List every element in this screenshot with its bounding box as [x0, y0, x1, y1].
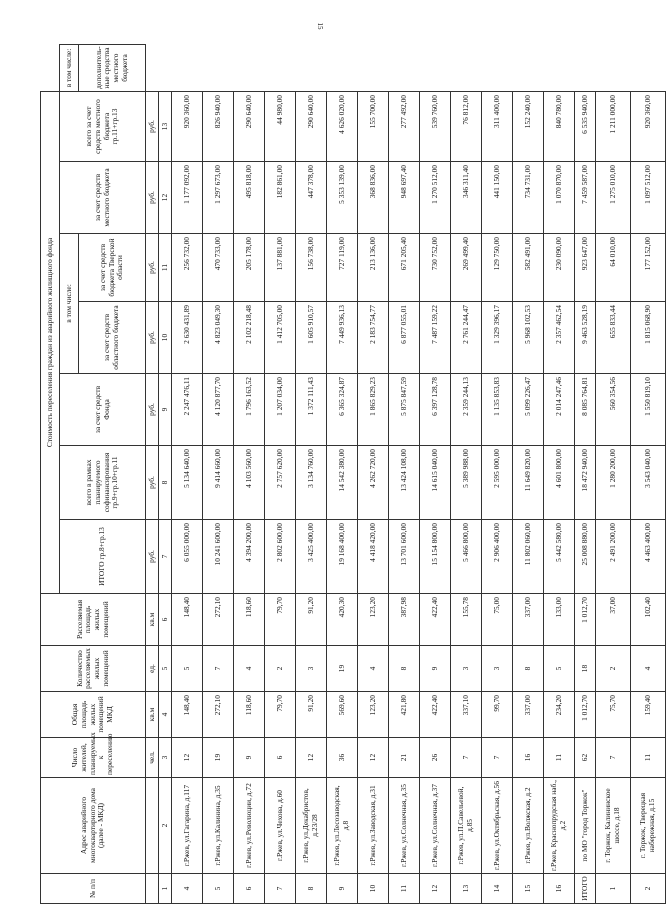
- cell-c4: 75,70: [596, 692, 631, 738]
- table-row: [544, 45, 575, 904]
- cell-c12: 734 731,00: [513, 162, 544, 234]
- cell-c12: 441 150,00: [482, 162, 513, 234]
- cell-c10: 655 833,44: [596, 302, 631, 374]
- cell-c13: 840 780,00: [544, 92, 575, 162]
- cell-c7: 13 701 600,00: [389, 520, 420, 594]
- cell-c7: 4 394 200,00: [234, 520, 265, 594]
- cell-c11: 256 732,00: [172, 234, 203, 302]
- header-address: Адрес аварийного многоквартирного дома (далее - МКД): [41, 778, 146, 874]
- cell-c10: 1 815 068,90: [631, 302, 666, 374]
- cell-addr: по МО "город Торжок": [575, 778, 596, 874]
- cell-c4: 1 012,70: [575, 692, 596, 738]
- cell-c7: 3 425 400,00: [296, 520, 327, 594]
- page-number: 15: [316, 22, 324, 30]
- cell-c3: 11: [631, 738, 666, 778]
- cell-c12: 1 070 870,00: [544, 162, 575, 234]
- cell-c10: 2 357 462,54: [544, 302, 575, 374]
- cell-addr: г. Торжок, Калининское шоссе, д.18: [596, 778, 631, 874]
- unit-cell: руб.: [146, 92, 159, 162]
- cell-c7: 2 802 600,00: [265, 520, 296, 594]
- header-cost-group: Стоимость переселения граждан из аварийного жилищного фонда: [41, 92, 60, 594]
- column-number-cell: 6: [159, 594, 172, 646]
- cell-c3: 7: [596, 738, 631, 778]
- cell-c12: 368 836,00: [358, 162, 389, 234]
- cell-c11: 727 119,00: [327, 234, 358, 302]
- cell-c5: 19: [327, 646, 358, 692]
- cell-no: 2: [631, 874, 666, 904]
- cell-c10: 7 487 159,22: [420, 302, 451, 374]
- table-row: [596, 45, 631, 904]
- table-row: [482, 45, 513, 904]
- cell-no: 11: [389, 874, 420, 904]
- cell-c8: 3 543 040,00: [631, 446, 666, 520]
- header-incl2: в том числе:: [60, 45, 79, 92]
- cell-c11: 137 881,00: [265, 234, 296, 302]
- cell-c6: 133,00: [544, 594, 575, 646]
- cell-c10: 1 605 910,57: [296, 302, 327, 374]
- table-row: [631, 45, 666, 904]
- header-relocated-area: Расселяемая площадь жилых помещений: [41, 594, 146, 646]
- cell-c4: 123,20: [358, 692, 389, 738]
- cell-c7: 5 442 580,00: [544, 520, 575, 594]
- cell-c12: 7 459 587,00: [575, 162, 596, 234]
- cell-c11: 213 136,00: [358, 234, 389, 302]
- cell-c4: 148,40: [172, 692, 203, 738]
- cell-c7: 15 154 800,00: [420, 520, 451, 594]
- cell-c5: 5: [172, 646, 203, 692]
- cell-c7: 4 418 420,00: [358, 520, 389, 594]
- cell-c9: 4 120 877,70: [203, 374, 234, 446]
- cell-c8: 4 262 720,00: [358, 446, 389, 520]
- cell-c11: 730 752,00: [420, 234, 451, 302]
- cell-c12: 447 378,00: [296, 162, 327, 234]
- header-tver: за счет средств бюджета Тверской области: [79, 234, 146, 302]
- cell-c6: 123,20: [358, 594, 389, 646]
- cell-c9: 1 865 829,23: [358, 374, 389, 446]
- cell-addr: г.Ржев, ул.Заводская, д.31: [358, 778, 389, 874]
- cell-c8: 13 424 108,00: [389, 446, 420, 520]
- cell-c12: 1 275 010,00: [596, 162, 631, 234]
- cell-no: 14: [482, 874, 513, 904]
- unit-cell: руб.: [146, 234, 159, 302]
- cell-c3: 7: [482, 738, 513, 778]
- header-incl: в том числе:: [60, 234, 79, 374]
- cell-c4: 421,80: [389, 692, 420, 738]
- unit-cell: руб.: [146, 374, 159, 446]
- cell-c5: 3: [451, 646, 482, 692]
- cell-c5: 2: [596, 646, 631, 692]
- cell-c5: 3: [296, 646, 327, 692]
- cell-c8: 4 103 560,00: [234, 446, 265, 520]
- cell-c4: 118,60: [234, 692, 265, 738]
- table-row: [451, 45, 482, 904]
- cell-addr: г.Ржев, ул.Чехова, д.60: [265, 778, 296, 874]
- cell-c3: 12: [172, 738, 203, 778]
- cell-c8: 5 389 988,00: [451, 446, 482, 520]
- rotated-page: [40, 44, 656, 904]
- column-number-cell: 12: [159, 162, 172, 234]
- cell-no: ИТОГО: [575, 874, 596, 904]
- cell-c13: 290 640,00: [234, 92, 265, 162]
- cell-c6: 148,40: [172, 594, 203, 646]
- table-row: [327, 45, 358, 904]
- cell-c4: 159,40: [631, 692, 666, 738]
- cell-no: 1: [596, 874, 631, 904]
- cell-c7: 25 008 880,00: [575, 520, 596, 594]
- header-rooms-count: Количество расселяемых жилых помещений: [41, 646, 146, 692]
- cell-no: 16: [544, 874, 575, 904]
- table-row: [389, 45, 420, 904]
- cell-c8: 5 134 640,00: [172, 446, 203, 520]
- cell-c13: 155 700,00: [358, 92, 389, 162]
- column-number-cell: 10: [159, 302, 172, 374]
- cell-c8: 18 472 940,00: [575, 446, 596, 520]
- cell-c11: 470 733,00: [203, 234, 234, 302]
- cell-c8: 11 649 820,00: [513, 446, 544, 520]
- cell-c10: 2 183 754,77: [358, 302, 389, 374]
- cell-c13: 920 360,00: [631, 92, 666, 162]
- column-number-cell: 3: [159, 738, 172, 778]
- cell-c6: 387,98: [389, 594, 420, 646]
- table-row: [172, 45, 203, 904]
- cell-c5: 7: [203, 646, 234, 692]
- units-row: [146, 45, 159, 904]
- unit-cell: руб.: [146, 520, 159, 594]
- cell-c4: 422,40: [420, 692, 451, 738]
- cell-no: 15: [513, 874, 544, 904]
- cell-c10: 2 761 244,47: [451, 302, 482, 374]
- cell-addr: г.Ржев, ул.Революции, д.72: [234, 778, 265, 874]
- cell-c10: 2 102 218,48: [234, 302, 265, 374]
- header-additional: дополнитель-ные средства местного бюджета: [79, 45, 146, 92]
- rzhev-rows: [172, 45, 596, 904]
- cell-c6: 155,78: [451, 594, 482, 646]
- torzhok-rows: [596, 45, 666, 904]
- cell-c13: 539 760,00: [420, 92, 451, 162]
- cell-c4: 569,60: [327, 692, 358, 738]
- cell-c3: 11: [544, 738, 575, 778]
- table-row: [296, 45, 327, 904]
- cell-no: 13: [451, 874, 482, 904]
- cell-no: 12: [420, 874, 451, 904]
- cell-c3: 6: [265, 738, 296, 778]
- cell-c8: 3 134 760,00: [296, 446, 327, 520]
- cell-c6: 91,20: [296, 594, 327, 646]
- header-residents: Число жителей, планируемых к переселению: [41, 738, 146, 778]
- cell-c8: 1 280 200,00: [596, 446, 631, 520]
- cell-c6: 1 012,70: [575, 594, 596, 646]
- cell-addr: г.Ржев, ул.Октябрьская, д.56: [482, 778, 513, 874]
- cell-c5: 18: [575, 646, 596, 692]
- table-row: [358, 45, 389, 904]
- total-row: [575, 45, 596, 904]
- cell-c3: 62: [575, 738, 596, 778]
- cell-addr: г. Торжок, Тверецкая набережная, д.15: [631, 778, 666, 874]
- cell-c5: 9: [420, 646, 451, 692]
- cell-c13: 311 400,00: [482, 92, 513, 162]
- cell-no: 7: [265, 874, 296, 904]
- cell-c9: 8 085 764,81: [575, 374, 596, 446]
- header-local-total: всего за счет средств местного бюджета гр.11+гр.13: [60, 92, 146, 162]
- cell-c13: 277 492,00: [389, 92, 420, 162]
- cell-c8: 4 601 800,00: [544, 446, 575, 520]
- table-row: [234, 45, 265, 904]
- cell-c12: 5 353 139,00: [327, 162, 358, 234]
- cell-c9: 2 359 244,13: [451, 374, 482, 446]
- cell-c11: 269 499,40: [451, 234, 482, 302]
- cell-c6: 272,10: [203, 594, 234, 646]
- cell-c9: 6 365 324,87: [327, 374, 358, 446]
- cell-c3: 12: [296, 738, 327, 778]
- cell-c6: 75,00: [482, 594, 513, 646]
- column-number-cell: 11: [159, 234, 172, 302]
- cell-c9: 2 247 476,11: [172, 374, 203, 446]
- cell-c10: 2 630 431,89: [172, 302, 203, 374]
- cell-c12: 495 818,00: [234, 162, 265, 234]
- column-number-cell: 4: [159, 692, 172, 738]
- cell-addr: г.Ржев, Краснопрудская наб., д.2: [544, 778, 575, 874]
- cell-c7: 19 168 400,00: [327, 520, 358, 594]
- cell-c5: 8: [389, 646, 420, 692]
- table-header: [41, 45, 172, 904]
- cell-c5: 4: [234, 646, 265, 692]
- cell-c10: 5 968 102,53: [513, 302, 544, 374]
- cell-c9: 5 099 226,47: [513, 374, 544, 446]
- header-total-area: Общая площадь жилых помещений МКД: [41, 692, 146, 738]
- table-row: [513, 45, 544, 904]
- cell-c3: 16: [513, 738, 544, 778]
- cell-c7: 11 802 060,00: [513, 520, 544, 594]
- column-number-cell: 8: [159, 446, 172, 520]
- cell-addr: г.Ржев, ул.Солнечная, д.35: [389, 778, 420, 874]
- cell-addr: г.Ржев, ул.Калинина, д.35: [203, 778, 234, 874]
- cell-no: 9: [327, 874, 358, 904]
- cell-c9: 1 550 819,10: [631, 374, 666, 446]
- cell-c3: 19: [203, 738, 234, 778]
- header-local: за счет средств местного бюджета: [60, 162, 146, 234]
- cell-c9: 1 796 163,52: [234, 374, 265, 446]
- resettlement-cost-table: [40, 44, 666, 904]
- cell-c9: 2 014 247,46: [544, 374, 575, 446]
- table-row: [265, 45, 296, 904]
- cell-c3: 26: [420, 738, 451, 778]
- cell-c13: 1 211 000,00: [596, 92, 631, 162]
- cell-c6: 422,40: [420, 594, 451, 646]
- cell-c12: 182 861,00: [265, 162, 296, 234]
- cell-c9: 5 875 847,59: [389, 374, 420, 446]
- table-row: [203, 45, 234, 904]
- cell-c5: 4: [631, 646, 666, 692]
- cell-c10: 6 877 055,01: [389, 302, 420, 374]
- unit-cell: [146, 778, 159, 874]
- header-no: № п/п: [41, 874, 146, 904]
- unit-cell: кв.м: [146, 594, 159, 646]
- cell-c7: 4 463 400,00: [631, 520, 666, 594]
- cell-addr: г.Ржев, ул.Лесозаводская, д.8: [327, 778, 358, 874]
- cell-c6: 37,00: [596, 594, 631, 646]
- cell-c7: 6 055 000,00: [172, 520, 203, 594]
- cell-c10: 1 412 705,00: [265, 302, 296, 374]
- cell-c5: 3: [482, 646, 513, 692]
- cell-c11: 582 491,00: [513, 234, 544, 302]
- cell-addr: г.Ржев, ул.Декабристов, д.23/28: [296, 778, 327, 874]
- cell-c13: 826 940,00: [203, 92, 234, 162]
- cell-c7: 2 906 400,00: [482, 520, 513, 594]
- header-regional: за счет средств областного бюджета: [79, 302, 146, 374]
- cell-no: 8: [296, 874, 327, 904]
- cell-c4: 272,10: [203, 692, 234, 738]
- cell-c11: 177 152,00: [631, 234, 666, 302]
- cell-c7: 2 491 200,00: [596, 520, 631, 594]
- cell-c9: 6 397 128,78: [420, 374, 451, 446]
- cell-c13: 152 240,00: [513, 92, 544, 162]
- column-number-cell: 7: [159, 520, 172, 594]
- cell-c9: 1 372 111,43: [296, 374, 327, 446]
- cell-c4: 79,70: [265, 692, 296, 738]
- cell-c11: 64 010,00: [596, 234, 631, 302]
- cell-c12: 948 697,40: [389, 162, 420, 234]
- cell-no: 10: [358, 874, 389, 904]
- cell-c9: 1 207 034,00: [265, 374, 296, 446]
- cell-c13: 76 812,00: [451, 92, 482, 162]
- unit-cell: руб.: [146, 162, 159, 234]
- cell-c12: 1 297 673,00: [203, 162, 234, 234]
- column-number-cell: 9: [159, 374, 172, 446]
- cell-c6: 337,00: [513, 594, 544, 646]
- column-number-cell: 13: [159, 92, 172, 162]
- cell-c3: 7: [451, 738, 482, 778]
- cell-c11: 671 205,40: [389, 234, 420, 302]
- cell-c13: 920 360,00: [172, 92, 203, 162]
- cell-c13: 44 980,00: [265, 92, 296, 162]
- cell-c11: 205 178,00: [234, 234, 265, 302]
- cell-c9: 560 354,56: [596, 374, 631, 446]
- cell-addr: г.Ржев, ул.Гагарина, д.117: [172, 778, 203, 874]
- cell-c6: 102,40: [631, 594, 666, 646]
- cell-c4: 99,70: [482, 692, 513, 738]
- cell-c11: 923 647,00: [575, 234, 596, 302]
- cell-no: 6: [234, 874, 265, 904]
- cell-c8: 14 615 040,00: [420, 446, 451, 520]
- cell-c5: 5: [544, 646, 575, 692]
- cell-c13: 4 626 020,00: [327, 92, 358, 162]
- cell-c6: 79,70: [265, 594, 296, 646]
- cell-c4: 337,10: [451, 692, 482, 738]
- header-total: ИТОГО гр.8+гр.13: [60, 520, 146, 594]
- cell-c4: 337,00: [513, 692, 544, 738]
- table-row: [420, 45, 451, 904]
- cell-c11: 156 738,00: [296, 234, 327, 302]
- cell-c11: 129 750,00: [482, 234, 513, 302]
- cell-c10: 7 449 936,13: [327, 302, 358, 374]
- cell-c10: 1 329 396,17: [482, 302, 513, 374]
- cell-c12: 1 177 092,00: [172, 162, 203, 234]
- cell-c5: 2: [265, 646, 296, 692]
- unit-cell: чел.: [146, 738, 159, 778]
- cell-c3: 9: [234, 738, 265, 778]
- cell-c10: 9 463 528,19: [575, 302, 596, 374]
- cell-no: 5: [203, 874, 234, 904]
- cell-c5: 8: [513, 646, 544, 692]
- cell-addr: г.Ржев, ул.П.Савельевой, д.85: [451, 778, 482, 874]
- cell-c10: 4 823 049,30: [203, 302, 234, 374]
- unit-cell: руб.: [146, 302, 159, 374]
- column-number-cell: 1: [159, 874, 172, 904]
- cell-c12: 1 270 512,00: [420, 162, 451, 234]
- cell-c11: 230 090,00: [544, 234, 575, 302]
- cell-c12: 1 097 512,00: [631, 162, 666, 234]
- cell-c7: 5 466 800,00: [451, 520, 482, 594]
- cell-c5: 4: [358, 646, 389, 692]
- unit-cell: кв.м: [146, 692, 159, 738]
- cell-c8: 2 757 620,00: [265, 446, 296, 520]
- cell-c13: 290 640,00: [296, 92, 327, 162]
- header-fund: за счет средств Фонда: [60, 374, 146, 446]
- cell-c6: 420,30: [327, 594, 358, 646]
- cell-c6: 118,60: [234, 594, 265, 646]
- cell-c7: 10 241 600,00: [203, 520, 234, 594]
- cell-c4: 91,20: [296, 692, 327, 738]
- cell-c8: 14 542 380,00: [327, 446, 358, 520]
- cell-c3: 21: [389, 738, 420, 778]
- column-numbers-row: [159, 45, 172, 904]
- cell-c8: 9 414 660,00: [203, 446, 234, 520]
- unit-cell: руб.: [146, 446, 159, 520]
- header-planned: всего в рамках планируемого софинансирования гр.9+гр.10+гр.11: [60, 446, 146, 520]
- cell-addr: г.Ржев, ул.Солнечная, д.37: [420, 778, 451, 874]
- column-number-cell: 2: [159, 778, 172, 874]
- cell-c4: 234,20: [544, 692, 575, 738]
- cell-c3: 12: [358, 738, 389, 778]
- cell-c3: 36: [327, 738, 358, 778]
- unit-cell: [146, 874, 159, 904]
- cell-c13: 6 535 940,00: [575, 92, 596, 162]
- cell-c12: 346 311,40: [451, 162, 482, 234]
- cell-no: 4: [172, 874, 203, 904]
- unit-cell: ед.: [146, 646, 159, 692]
- cell-addr: г.Ржев, ул.Волжская, д.2: [513, 778, 544, 874]
- column-number-cell: 5: [159, 646, 172, 692]
- cell-c9: 1 135 853,83: [482, 374, 513, 446]
- cell-c8: 2 595 000,00: [482, 446, 513, 520]
